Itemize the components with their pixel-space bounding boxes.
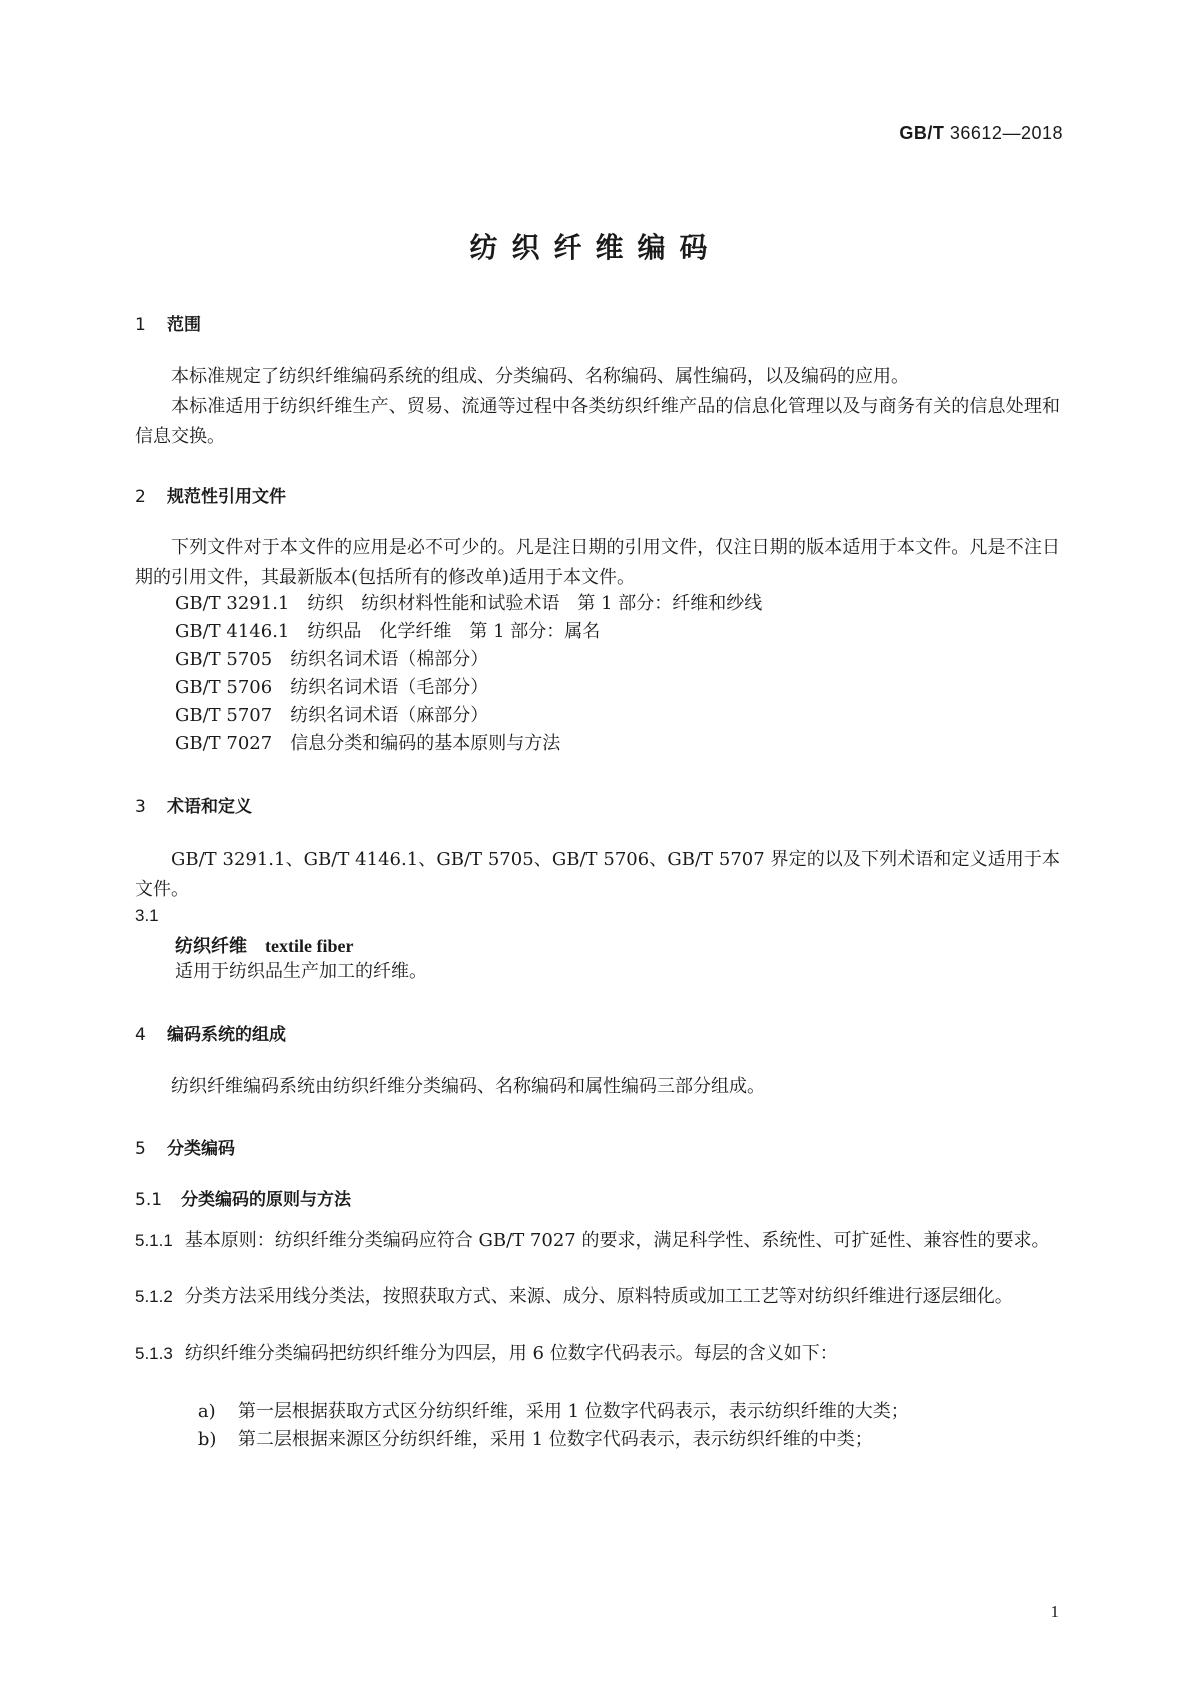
reference-item: GB/T 4146.1 纺织品 化学纤维 第 1 部分：属名 [175,621,601,642]
section-title: 分类编码 [167,1139,235,1159]
reference-item: GB/T 5707 纺织名词术语（麻部分） [175,705,489,726]
section-title: 范围 [167,315,201,335]
list-item-b [175,1395,873,1485]
scope-paragraph-2: 本标准适用于纺织纤维生产、贸易、流通等过程中各类纺织纤维产品的信息化管理以及与商务有关的信息处理和信息交换。 [135,396,1060,447]
section-number: 3 [135,797,146,817]
section-title: 分类编码的原则与方法 [181,1190,351,1210]
normative-intro: 下列文件对于本文件的应用是必不可少的。凡是注日期的引用文件，仅注日期的版本适用于本文件。凡是不注日期的引用文件，其最新版本(包括所有的修改单)适用于本文件。 [135,537,1060,588]
clause-5-1-2 [135,1282,1060,1311]
standard-number [899,123,1063,144]
section-number: 5.1 [135,1190,163,1210]
term-heading [175,932,353,958]
scope-paragraph-1: 本标准规定了纺织纤维编码系统的组成、分类编码、名称编码、属性编码，以及编码的应用。 [171,366,909,387]
reference-item: GB/T 5706 纺织名词术语（毛部分） [175,677,489,698]
list-text: 第一层根据获取方式区分纺织纤维，采用 1 位数字代码表示，表示纺织纤维的大类； [237,1401,909,1422]
section-number: 4 [135,1025,146,1045]
clause-text: 分类方法采用线分类法，按照获取方式、来源、成分、原料特质或加工工艺等对纺织纤维进行逐层细化。 [184,1286,1013,1307]
section-number: 5 [135,1139,146,1159]
section-heading-classification [135,1134,235,1159]
reference-item: GB/T 7027 信息分类和编码的基本原则与方法 [175,733,561,754]
section-heading-scope [135,310,201,335]
list-marker: b) [197,1429,217,1450]
clause-number: 5.1.2 [135,1287,173,1306]
clause-number: 5.1.1 [135,1231,173,1250]
composition-paragraph: 纺织纤维编码系统由纺织纤维分类编码、名称编码和属性编码三部分组成。 [171,1076,765,1097]
term-english: textile fiber [265,936,354,956]
subsection-heading-principles [135,1185,351,1210]
section-number: 2 [135,487,146,507]
clause-5-1-1 [135,1226,1060,1255]
list-marker: a) [197,1401,216,1422]
document-title: 纺织纤维编码 [469,231,722,264]
clause-number: 5.1.3 [135,1344,173,1363]
terms-intro: GB/T 3291.1、GB/T 4146.1、GB/T 5705、GB/T 5706、GB/T 5707 界定的以及下列术语和定义适用于本文件。 [135,849,1060,900]
term-number: 3.1 [135,906,159,925]
section-number: 1 [135,315,146,335]
list-text: 第二层根据来源区分纺织纤维，采用 1 位数字代码表示，表示纺织纤维的中类； [237,1429,873,1450]
section-title: 术语和定义 [167,797,252,817]
clause-text: 基本原则：纺织纤维分类编码应符合 GB/T 7027 的要求，满足科学性、系统性、可扩延性、兼容性的要求。 [184,1230,1050,1251]
section-heading-composition [135,1020,286,1045]
section-heading-terms [135,792,252,817]
reference-item: GB/T 5705 纺织名词术语（棉部分） [175,649,489,670]
reference-item: GB/T 3291.1 纺织 纺织材料性能和试验术语 第 1 部分：纤维和纱线 [175,593,763,614]
clause-5-1-3 [135,1339,1060,1368]
section-heading-normative-references [135,482,286,507]
section-title: 编码系统的组成 [167,1025,286,1045]
standard-code: 36612—2018 [949,123,1063,143]
term-chinese: 纺织纤维 [175,936,247,957]
standard-prefix: GB/T [899,123,945,143]
page-number: 1 [1050,1602,1059,1621]
term-definition: 适用于纺织品生产加工的纤维。 [175,961,427,982]
section-title: 规范性引用文件 [167,487,286,507]
clause-text: 纺织纤维分类编码把纺织纤维分为四层，用 6 位数字代码表示。每层的含义如下： [184,1343,838,1364]
